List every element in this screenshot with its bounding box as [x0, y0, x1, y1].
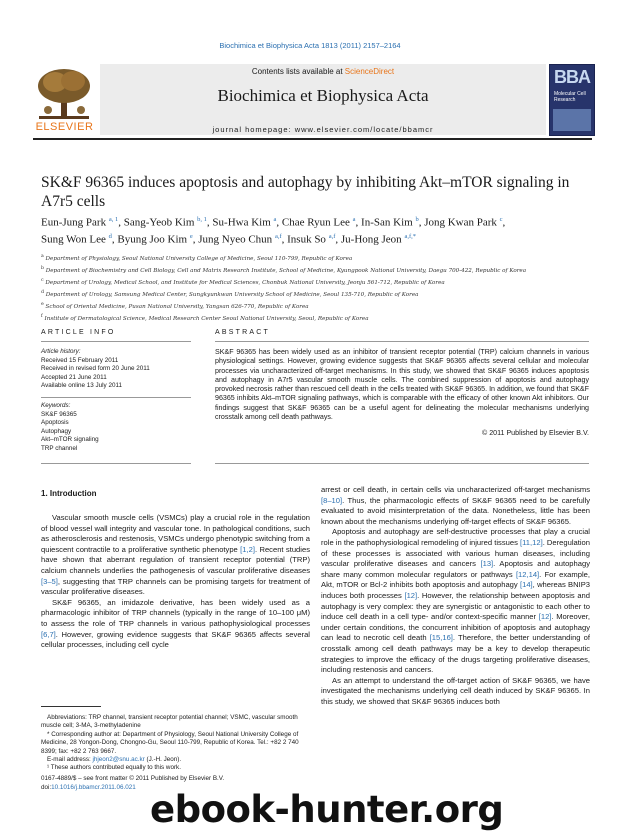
affiliation-mark: c	[41, 277, 44, 283]
article-info-divider	[41, 397, 191, 398]
body-text: . Moreover, under certain conditions, the concurrent inhibition of apoptosis and autophagy can lead to necrotic cell death	[321, 612, 590, 643]
author-name: , Sang-Yeob Kim	[118, 216, 198, 229]
body-text: . Apoptosis and autophagy share many common molecular regulators or pathways	[321, 559, 590, 579]
citation-link[interactable]: [13]	[480, 559, 494, 569]
history-label: Article history:	[41, 348, 81, 355]
author-name: , Jong Kwan Park	[418, 216, 500, 229]
keywords	[41, 402, 191, 454]
body-text: As an attempt to understand the off-target action of SK&F 96365, we have investigated the mechanisms underlying cell death induced by SK&F 96365. In this study, we showed that SK&F 96365 induces both	[321, 675, 590, 706]
author-name: Sung Won Lee	[41, 233, 109, 246]
body-text: . Recent studies have shown that aberrant regulation of transient receptor potential (TRP) calcium channels underlies the pathogenesis of vascular proliferative diseases	[41, 544, 310, 575]
cover-bba-text: BBA	[554, 67, 590, 87]
watermark: ebook-hunter.org	[150, 788, 504, 831]
elsevier-wordmark: ELSEVIER	[35, 121, 94, 133]
author-affiliation-mark[interactable]: d	[108, 233, 112, 241]
cover-ribbon	[553, 109, 591, 131]
body-text: . Thus, the pharmacologic effects of SK&F 96365 need to be carefully evaluated to avoid misinterpretation of the data. Nonetheless, little has been known about the mechanisms underlying off-target effects of SK&F 96365.	[321, 495, 590, 526]
keyword-item: TRP channel	[41, 444, 78, 452]
body-text: . Deregulation of these processes is associated with various human diseases, including vascular proliferative diseases and cancers	[321, 537, 590, 569]
affiliation-text: Institute of Dermatological Science, Medical Research Center Seoul National University, Seoul, Republic of Korea	[42, 315, 369, 322]
contents-prefix: Contents lists available at	[251, 67, 345, 76]
body-text: . For example, Akt, mTOR or Bcl-2 inhibits both apoptosis and autophagy	[321, 569, 590, 590]
affiliation-text: Department of Physiology, Seoul National University College of Medicine, Seoul 110-799, Republic of Korea	[43, 255, 353, 262]
history-accepted: Accepted 21 June 2011	[41, 373, 107, 381]
author-affiliation-mark[interactable]: a,f	[274, 233, 282, 241]
citation-link[interactable]: [15,16]	[429, 633, 453, 643]
abstract-copyright: © 2011 Published by Elsevier B.V.	[482, 429, 589, 437]
citation-link[interactable]: [3–5]	[41, 576, 58, 586]
citation-link[interactable]: [14]	[520, 580, 533, 590]
affiliation-text: Department of Urology, Samsung Medical Center, Sungkyunkwan University School of Medicine, Seoul 135-710, Republic of Korea	[43, 291, 419, 298]
email-link[interactable]: jhjeon2@snu.ac.kr	[92, 756, 145, 764]
affiliation-mark: f	[41, 313, 43, 319]
author-name: , Jung Nyeo Chun	[192, 233, 275, 246]
body-paragraph	[321, 676, 590, 708]
author-affiliation-mark[interactable]: b, 1	[197, 216, 207, 223]
author-name: , Su-Hwa Kim	[206, 216, 274, 229]
author-affiliation-mark[interactable]: e	[189, 233, 193, 241]
journal-reference[interactable]: Biochimica et Biophysica Acta 1813 (2011) 2157–2164	[219, 41, 401, 50]
affiliation-text: School of Oriental Medicine, Pusan National University, Yangsan 626-770, Republic of Korea	[43, 303, 309, 310]
doi-link[interactable]: 10.1016/j.bbamcr.2011.06.021	[51, 783, 136, 791]
body-text: . Therefore, the better understanding of crosstalk among cell death pathways may be a key to develop therapeutic strategies to improve the efficacy of the drugs targeting proliferative diseases, including restenosis and cancers.	[321, 633, 590, 675]
abstract-heading: ABSTRACT	[215, 329, 270, 336]
affiliation-mark: d	[41, 289, 44, 295]
footnote-rule	[41, 706, 101, 707]
body-text: Vascular smooth muscle cells (VSMCs) play a crucial role in the regulation of blood vessel wall integrity and vascular tone. In pathological conditions, such as atherosclerosis and restenosis, VSMCs undergo phenotypic switching from a quiescent contractile to a proliferative synthetic phenotype	[41, 513, 310, 554]
affiliation-mark: b	[41, 265, 44, 271]
affiliation-item	[41, 264, 589, 276]
abstract-rule	[215, 341, 589, 342]
abstract-text: SK&F 96365 has been widely used as an inhibitor of transient receptor potential (TRP) calcium channels in various physiological settings. However, growing evidence suggests that SK&F 96365 affects several cellular and molecular processes via uncharacterized off-target mechanisms. In this study, we showed that SK&F 96365 induces apoptosis and autophagy in A7r5 vascular smooth muscle cells. The combined suppression of apoptosis and autophagy provoked necrosis rather than rescued cell death in the cells treated with SK&F 96365. In addition, we found that SK&F 96365 inhibits Akt–mTOR signaling pathways, which is comparable with the efficacy of other known Akt inhibitors. Our findings suggest that SK&F 96365 can be a useful agent for delineating the molecular mechanisms underlying crosstalk among cell death pathways.	[215, 348, 589, 422]
body-paragraph	[321, 485, 590, 527]
author-affiliation-mark[interactable]: a	[352, 216, 356, 223]
author-affiliation-mark[interactable]: a, 1	[108, 216, 119, 223]
citation-link[interactable]: [8–10]	[321, 495, 343, 505]
article-info-bottom-rule	[41, 463, 191, 464]
footnotes	[41, 714, 310, 773]
keyword-item: SK&F 96365	[41, 410, 77, 418]
keyword-item: Akt–mTOR signaling	[41, 436, 99, 444]
journal-homepage[interactable]: journal homepage: www.elsevier.com/locate/bbamcr	[212, 125, 434, 134]
email-label: E-mail address:	[47, 756, 93, 764]
author-name: , Insuk So	[281, 233, 329, 246]
author-affiliation-mark[interactable]: a,f,*	[404, 233, 416, 241]
body-paragraph	[41, 513, 310, 598]
abstract-bottom-rule	[215, 463, 589, 464]
author-name: , In-San Kim	[355, 216, 416, 229]
citation-link[interactable]: [12]	[404, 590, 418, 600]
body-text: Apoptosis and autophagy are self-destructive processes that play a crucial role in the pathophysiological remodeling of injured tissues	[321, 527, 590, 547]
citation-link[interactable]: [12]	[538, 612, 552, 622]
history-online: Available online 13 July 2011	[41, 382, 122, 390]
author-affiliation-mark[interactable]: b	[415, 216, 419, 223]
email-suffix: (J.-H. Jeon).	[144, 756, 182, 764]
body-text: . However, the relationship between apoptosis and autophagy is very complex: they are synergistic or antagonistic to each other to induce cell death in a cell type- and/or context-specific manner	[321, 590, 590, 622]
doi-label: doi:	[41, 783, 52, 791]
journal-cover-thumbnail[interactable]	[549, 64, 595, 136]
issn-line: 0167-4889/$ – see front matter © 2011 Published by Elsevier B.V.	[41, 775, 225, 782]
contents-line	[100, 67, 546, 76]
keywords-label: Keywords:	[41, 402, 71, 409]
body-text: arrest or cell death, in certain cells via uncharacterized off-target mechanisms	[321, 485, 590, 494]
section-heading-introduction: 1. Introduction	[41, 489, 97, 498]
body-paragraph	[321, 527, 590, 675]
footnote-email	[41, 756, 310, 764]
cover-subtitle: Molecular Cell Research	[554, 91, 586, 103]
journal-title: Biochimica et Biophysica Acta	[217, 86, 429, 105]
history-revised: Received in revised form 20 June 2011	[41, 365, 150, 373]
article-info-rule	[41, 341, 191, 342]
keyword-item: Apoptosis	[41, 419, 69, 427]
history-received: Received 15 February 2011	[41, 356, 119, 364]
affiliation-text: Department of Urology, Medical School, and Institute for Medical Sciences, Chonbuk National University, Jeonju 561-712, Republic of Korea	[43, 279, 445, 286]
citation-link[interactable]: [11,12]	[520, 537, 543, 547]
article-title: SK&F 96365 induces apoptosis and autophagy by inhibiting Akt–mTOR signaling in A7r5 cells	[41, 174, 570, 210]
affiliation-item	[41, 288, 589, 300]
author-affiliation-mark[interactable]: a	[273, 216, 277, 223]
body-text: , suggesting that TRP channels can be promising targets for treatment of vascular proliferative diseases.	[41, 576, 310, 597]
footnote-equal-contribution: ¹ These authors contributed equally to this work.	[47, 764, 181, 772]
author-name: , Ju-Hong Jeon	[335, 233, 405, 246]
affiliation-item	[41, 300, 589, 312]
body-text: SK&F 96365, an imidazole derivative, has been widely used as a pharmacologic inhibitor of TRP channels (typically in the range of 10–100 μM) to assess the role of TRP channels in various pathophysiological processes	[41, 597, 310, 628]
affiliations	[41, 252, 589, 324]
citation-link[interactable]: [1,2]	[240, 544, 255, 554]
author-line-1	[41, 213, 589, 230]
author-line-2	[41, 230, 589, 247]
sciencedirect-link[interactable]: ScienceDirect	[344, 67, 395, 76]
affiliation-mark: e	[41, 301, 44, 307]
body-column-right	[321, 485, 590, 707]
body-text: , whereas BNIP3 induces both processes	[321, 580, 591, 600]
author-name: Eun-Jung Park	[41, 216, 109, 229]
body-paragraph	[41, 598, 310, 651]
author-affiliation-mark[interactable]: c	[499, 216, 503, 223]
author-affiliation-mark[interactable]: a,f	[328, 233, 336, 241]
article-history	[41, 348, 191, 391]
footnote-corresponding: * Corresponding author at: Department of Physiology, Seoul National University College of Medicine, 28 Yongon-Dong, Chongno-Gu, Seoul 110-799, Republic of Korea. Tel.: +82 2 740 8399; fax: +82 2 763 9667.	[41, 730, 299, 755]
citation-link[interactable]: [12,14]	[515, 569, 540, 579]
affiliation-item	[41, 276, 589, 288]
article-info-heading: ARTICLE INFO	[41, 329, 116, 336]
affiliation-item	[41, 312, 589, 324]
author-name: , Byung Joo Kim	[111, 233, 190, 246]
affiliation-mark: a	[41, 254, 44, 259]
author-name: ,	[502, 216, 506, 229]
affiliation-item	[41, 252, 589, 264]
header-rule	[33, 138, 592, 140]
footnote-abbreviations: Abbreviations: TRP channel, transient receptor potential channel; VSMC, vascular smooth muscle cell; 3-MA, 3-methyladenine	[41, 714, 298, 730]
keyword-item: Autophagy	[41, 427, 72, 435]
body-text: . However, growing evidence suggests that SK&F 96365 affects several cellular processes, including cell cycle	[41, 629, 310, 650]
author-name: , Chae Ryun Lee	[276, 216, 353, 229]
affiliation-text: Department of Biochemistry and Cell Biology, Cell and Matrix Research Institute, School of Medicine, Kyungpook National University, Daegu 700-422, Republic of Korea	[43, 267, 527, 274]
citation-link[interactable]: [6,7]	[41, 629, 56, 639]
body-column-left	[41, 513, 310, 651]
author-list	[41, 213, 589, 247]
